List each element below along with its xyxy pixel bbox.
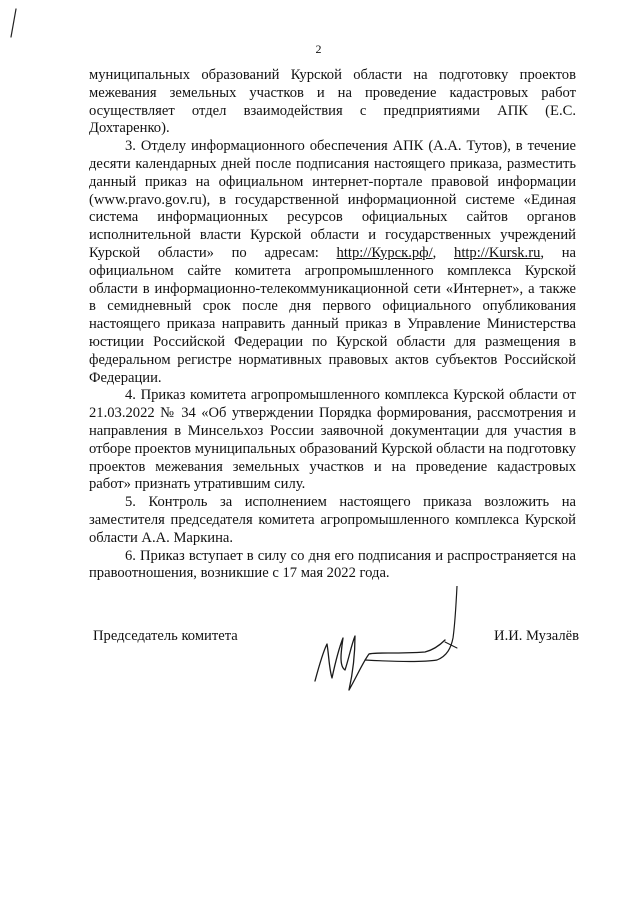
signatory-title: Председатель комитета xyxy=(93,628,238,644)
paragraph-3-text-start: 3. Отделу информационного обеспечения АПК (А.А. Тутов), в течение десяти календарных дней после подписания настоящего приказа, разместить данный приказ на официальном интернет-портале правовой информации (www.pravo.gov.ru), в государственной информационной системе «Единая система информационных ресурсов официальных сайтов органов исполнительной власти Курской области и государственных учреждений Курской области» по адресам: xyxy=(89,138,576,261)
paragraph-2-continued: муниципальных образований Курской области на подготовку проектов межевания земельных участков и на проведение кадастровых работ осуществляет отдел взаимодействия с предприятиями АПК (Е.С. Дохтаренко). xyxy=(89,67,576,137)
paragraph-4: 4. Приказ комитета агропромышленного комплекса Курской области от 21.03.2022 № 34 «Об утверждении Порядка формирования, рассмотрения и направления в Минсельхоз России заявочной документации для участия в отборе проектов муниципальных образований Курской области на подготовку проектов межевания земельных участков и на проведение кадастровых работ» признать утратившим силу. xyxy=(89,387,576,493)
paragraph-3-text-end: , на официальном сайте комитета агропромышленного комплекса Курской области в информационно-телекоммуникационной сети «Интернет», а также в семидневный срок после дня первого официального опубликования настоящего приказа направить данный приказ в Управление Министерства юстиции Российской Федерации по Курской области для размещения в федеральном регистре нормативных правовых актов субъектов Российской Федерации. xyxy=(89,244,576,386)
margin-pen-mark xyxy=(7,8,19,38)
paragraph-5: 5. Контроль за исполнением настоящего приказа возложить на заместителя председателя комитета агропромышленного комплекса Курской области А.А. Маркина. xyxy=(89,494,576,546)
handwritten-signature xyxy=(305,586,475,696)
link-separator: , xyxy=(432,244,455,261)
signatory-name: И.И. Музалёв xyxy=(494,628,579,644)
paragraph-3 xyxy=(89,138,576,387)
kursk-rf-link[interactable]: http://Курск.рф/ xyxy=(336,244,433,261)
paragraph-6: 6. Приказ вступает в силу со дня его подписания и распространяется на правоотношения, возникшие с 17 мая 2022 года. xyxy=(89,547,576,582)
page-number: 2 xyxy=(315,42,322,56)
kursk-ru-link[interactable]: http://Kursk.ru xyxy=(454,244,541,261)
document-body xyxy=(89,67,576,583)
signature-block xyxy=(89,622,579,702)
